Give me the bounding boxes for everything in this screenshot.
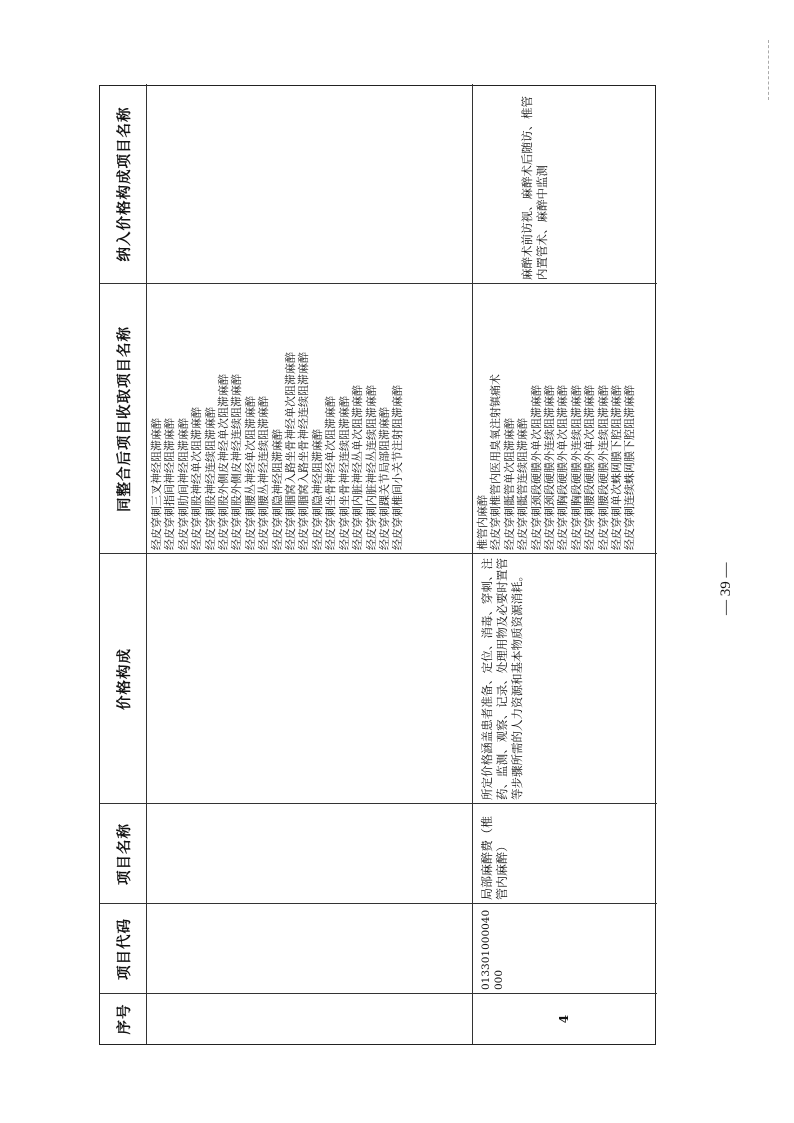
list-item: 经皮穿刺腰段硬膜外连续阻滞麻醉 <box>596 385 610 550</box>
list-item: 经皮穿刺腘窝入路坐骨神经单次阻滞麻醉 <box>284 352 298 550</box>
rotated-table-page <box>99 85 656 1045</box>
list-item: 经皮穿刺腰丛神经连续阻滞麻醉 <box>257 396 271 550</box>
list-item: 经皮穿刺椎间小关节注射阻滞麻醉 <box>391 385 405 550</box>
list-item: 经皮穿刺坐骨神经连续阻滞麻醉 <box>337 396 351 550</box>
header-seq: 序号 <box>116 1003 133 1035</box>
list-item: 经皮穿刺坐骨神经单次阻滞麻醉 <box>324 396 338 550</box>
list-item: 经皮穿刺胸段硬膜外连续阻滞麻醉 <box>569 385 583 550</box>
list-item: 经皮穿刺腰丛神经单次阻滞麻醉 <box>243 396 257 550</box>
list-item: 经皮穿刺踝关节局部阻滞麻醉 <box>377 407 391 550</box>
list-item: 经皮穿刺颈段硬膜外单次阻滞麻醉 <box>529 385 543 550</box>
list-item: 经皮穿刺三叉神经阻滞麻醉 <box>150 418 163 550</box>
list-item: 经皮穿刺椎管内医用臭氧注射镇痛术 <box>489 374 503 550</box>
crop-marks <box>768 40 773 100</box>
list-item: 经皮穿刺骶管连续阻滞麻醉 <box>516 418 530 550</box>
list-item: 椎管内麻醉 <box>476 495 489 550</box>
list-item: 经皮穿刺骶管单次阻滞麻醉 <box>502 418 516 550</box>
price-table <box>99 85 656 1045</box>
header-code: 项目代码 <box>116 918 133 980</box>
list-item: 经皮穿刺连续蛛网膜下腔阻滞麻醉 <box>623 385 637 550</box>
list-item: 经皮穿刺腰段硬膜外单次阻滞麻醉 <box>583 385 597 550</box>
header-included-items: 纳入价格构成项目名称 <box>116 106 133 262</box>
row4-merged-items <box>476 286 637 550</box>
list-item: 经皮穿刺隐神经阻滞麻醉 <box>310 429 324 550</box>
list-item: 经皮穿刺内脏神经丛单次阻滞麻醉 <box>351 385 365 550</box>
row4-price-composition: 所定价格涵盖患者准备、定位、消毒、穿刺、注药、监测、观察、记录、处理用物及必要时置管等步骤所需的人力资源和基本物质资源消耗。 <box>480 558 524 800</box>
list-item: 经皮穿刺股外侧皮神经连续阻滞麻醉 <box>230 374 244 550</box>
list-item: 经皮穿刺股神经连续阻滞麻醉 <box>203 407 217 550</box>
list-item: 经皮穿刺颈段硬膜外连续阻滞麻醉 <box>543 385 557 550</box>
row4-code: 013301000040000 <box>480 909 506 990</box>
list-item: 经皮穿刺股神经单次阻滞麻醉 <box>190 407 204 550</box>
header-name: 项目名称 <box>116 823 133 885</box>
row4-name: 局部麻醉费（椎管内麻醉） <box>480 815 509 900</box>
row4-seq: 4 <box>556 1014 571 1024</box>
list-item: 经皮穿刺股外侧皮神经单次阻滞麻醉 <box>217 374 231 550</box>
header-merged-items: 同整合后项目收取项目名称 <box>116 326 133 512</box>
row4-included-items: 麻醉术前访视、麻醉术后随访、椎管内置管术、麻醉中监测 <box>520 96 549 280</box>
list-item: 经皮穿刺隐神经阻滞麻醉 <box>270 429 284 550</box>
header-price-composition: 价格构成 <box>116 648 133 710</box>
list-item: 经皮穿刺指间神经阻滞麻醉 <box>163 418 177 550</box>
list-item: 经皮穿刺肋间神经阻滞麻醉 <box>176 418 190 550</box>
page-number: — 39 — <box>718 562 734 615</box>
list-item: 经皮穿刺胸段硬膜外单次阻滞麻醉 <box>556 385 570 550</box>
list-item: 经皮穿刺单次蛛网膜下腔阻滞麻醉 <box>610 385 624 550</box>
merged-items-continued <box>150 286 405 550</box>
list-item: 经皮穿刺腘窝入路坐骨神经连续阻滞麻醉 <box>297 352 311 550</box>
list-item: 经皮穿刺内脏神经丛连续阻滞麻醉 <box>364 385 378 550</box>
